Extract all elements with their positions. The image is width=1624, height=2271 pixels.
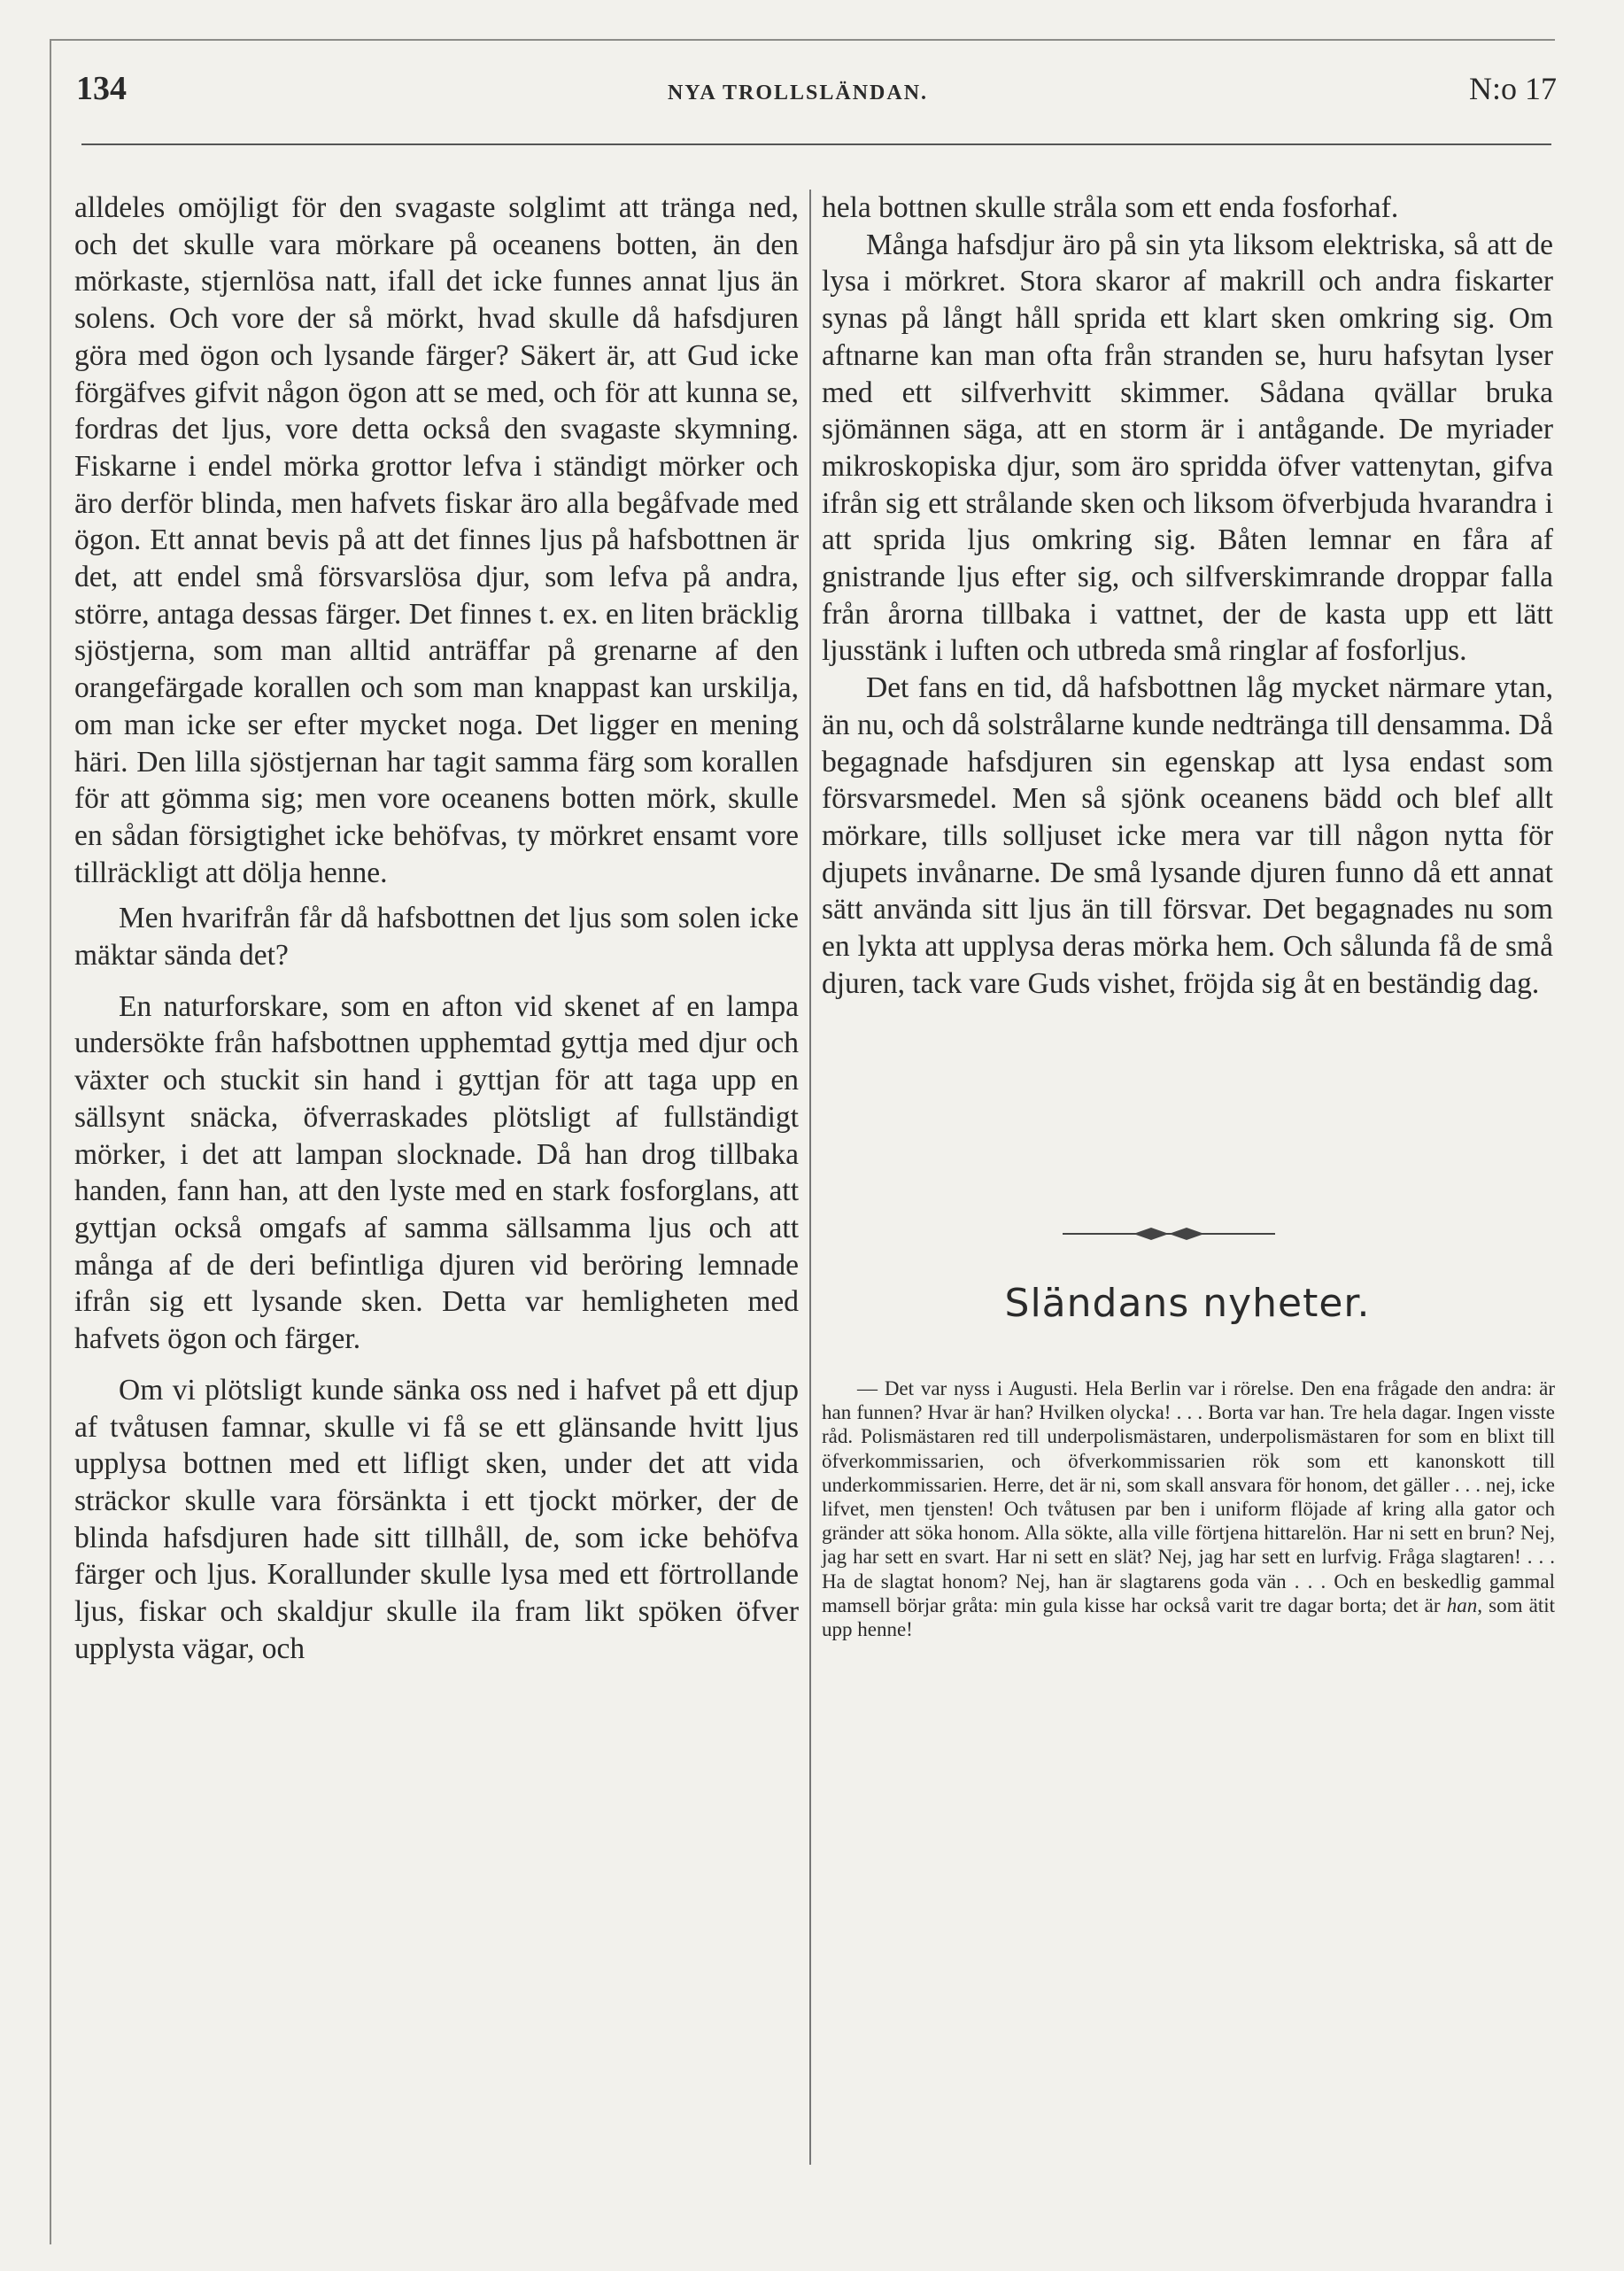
journal-title: NYA TROLLSLÄNDAN.	[667, 81, 929, 105]
news-paragraph	[822, 1376, 1555, 1641]
left-paragraph-2: Men hvarifrån får då hafsbottnen det ljus som solen icke mäktar sända det?	[74, 902, 799, 973]
header-rule	[81, 143, 1551, 145]
left-paragraph-4: Om vi plötsligt kunde sänka oss ned i hafvet på ett djup af tvåtusen famnar, skulle vi få se ett glänsande hvitt ljus upplysa bottnen med ett lifligt sken, under det att vida sträckor skulle vara försänkta i ett tjockt mörker, der de blinda hafsdjuren hade sitt tillhåll, de, som icke behöfva färger och ljus. Korallunder skulle lysa med ett förtrollande ljus, fiskar och skaldjur skulle ila fram likt spöken öfver upplysta vägar, och	[74, 1373, 799, 1665]
news-text-main: — Det var nyss i Augusti. Hela Berlin var i rörelse. Den ena frågade den andra: är han funnen? Hvar är han? Hvilken olycka! . . . Borta var han. Tre hela dagar. Ingen visste råd. Polismästaren red till underpolismästaren, underpolismästaren for som en blixt till öfverkommissarien, och öfverkommissarien rök som ett kanonskott till underkommissarien. Herre, det är ni, som skall ansvara för honom, det gäller . . . nej, icke lifvet, men tjensten! Och tvåtusen par ben i uniform flöjade af kring alla gator och gränder att söka honom. Alla sökte, alla ville förtjena hittarelön. Har ni sett en brun? Nej, jag har sett en svart. Har ni sett en slät? Nej, jag har sett en lurfvig. Fråga slagtaren! . . . Ha de slagtat honom? Nej, han är slagtarens goda vän . . . Och en beskedlig gammal mamsell börjar gråta: min gula kisse har också varit tre dagar borta; det är	[822, 1377, 1555, 1616]
ornament-divider	[1063, 1225, 1275, 1243]
news-section-title: Sländans nyheter.	[1004, 1281, 1371, 1326]
issue-number: N:o 17	[1468, 71, 1557, 106]
left-paragraph-1: alldeles omöjligt för den svagaste solglimt att tränga ned, och det skulle vara mörkare på oceanens botten, än den mörkaste, stjernlösa natt, ifall det icke funnes annat ljus än solens. Och vore der så mörkt, hvad skulle då hafsdjuren göra med ögon och lysande färger? Säkert är, att Gud icke förgäfves gifvit någon ögon att se med, och för att kunna se, fordras det ljus, vore detta också den svagaste skymning. Fiskarne i endel mörka grottor lefva i ständigt mörker och äro derför blinda, men hafvets fiskar äro alla begåfvade med ögon. Ett annat bevis på att det finnes ljus på hafsbottnen är det, att endel små försvarslösa djur, som lefva på andra, större, antaga dessas färger. Det finnes t. ex. en liten bräcklig sjöstjerna, som man alltid anträffar på grenarne af den orangefärgade korallen och som man knappast kan urskilja, om man icke ser efter mycket noga. Det ligger en mening häri. Den lilla sjöstjernan har tagit samma färg som korallen för att gömma sig; men vore oceanens botten mörk, skulle en sådan försigtighet icke behöfvas, ty mörkret ensamt vore tillräckligt att dölja henne.	[74, 191, 799, 889]
news-text-end: , som ätit upp henne!	[822, 1593, 1555, 1641]
right-paragraph-1: hela bottnen skulle stråla som ett enda fosforhaf.	[822, 191, 1399, 224]
right-column	[822, 190, 1553, 1002]
news-text-emphasis: han	[1446, 1593, 1478, 1616]
left-paragraph-3: En naturforskare, som en afton vid skenet af en lampa undersökte från hafsbottnen upphemtad gyttja med djur och växter och stuckit sin hand i gyttjan för att taga upp en sällsynt snäcka, öfverraskades plötsligt af fullständigt mörker, i det att lampan slocknade. Då han drog tillbaka handen, fann han, att den lyste med en stark fosforglans, att gyttjan också omgafs af samma sällsamma ljus och att många af de deri befintliga djuren vid beröring lemnade ifrån sig ett lysande sken. Detta var hemligheten med hafvets ögon och färger.	[74, 989, 799, 1356]
left-column	[74, 190, 799, 1667]
right-paragraph-3: Det fans en tid, då hafsbottnen låg mycket närmare ytan, än nu, och då solstrålarne kunde nedtränga till densamma. Då begagnade hafsdjuren sin egenskap att lysa endast som försvarsmedel. Men så sjönk oceanens bädd och blef allt mörkare, tills solljuset icke mera var till någon nytta för djupets invånarne. De små lysande djuren funno då ett annat sätt använda sitt ljus än till försvar. Det begagnades nu som en lykta att upplysa deras mörka hem. Och sålunda få de små djuren, tack vare Guds vishet, fröjda sig åt en beständig dag.	[822, 671, 1553, 1000]
page-header	[76, 69, 1557, 122]
right-paragraph-2: Många hafsdjur äro på sin yta liksom elektriska, så att de lysa i mörkret. Stora skaror af makrill och andra fiskarter synas på långt håll sprida ett klart sken omkring sig. Om aftnarne kan man ofta från stranden se, huru hafsytan lyser med ett silfverhvitt skimmer. Sådana qvällar bruka sjömännen säga, att en storm är i antågande. De myriader mikroskopiska djur, som äro spridda öfver vattenytan, gifva ifrån sig ett strålande sken och liksom öfverbjuda hvarandra i att sprida ljus omkring sig. Båten lemnar en fåra af gnistrande ljus efter sig, och silfverskimrande droppar falla från årorna tillbaka i vattnet, der de kasta upp ett lätt ljusstänk i luften och utbreda små ringlar af fosforljus.	[822, 228, 1553, 668]
column-divider	[809, 190, 811, 2165]
page-number: 134	[76, 70, 127, 107]
news-section	[822, 1376, 1555, 1641]
